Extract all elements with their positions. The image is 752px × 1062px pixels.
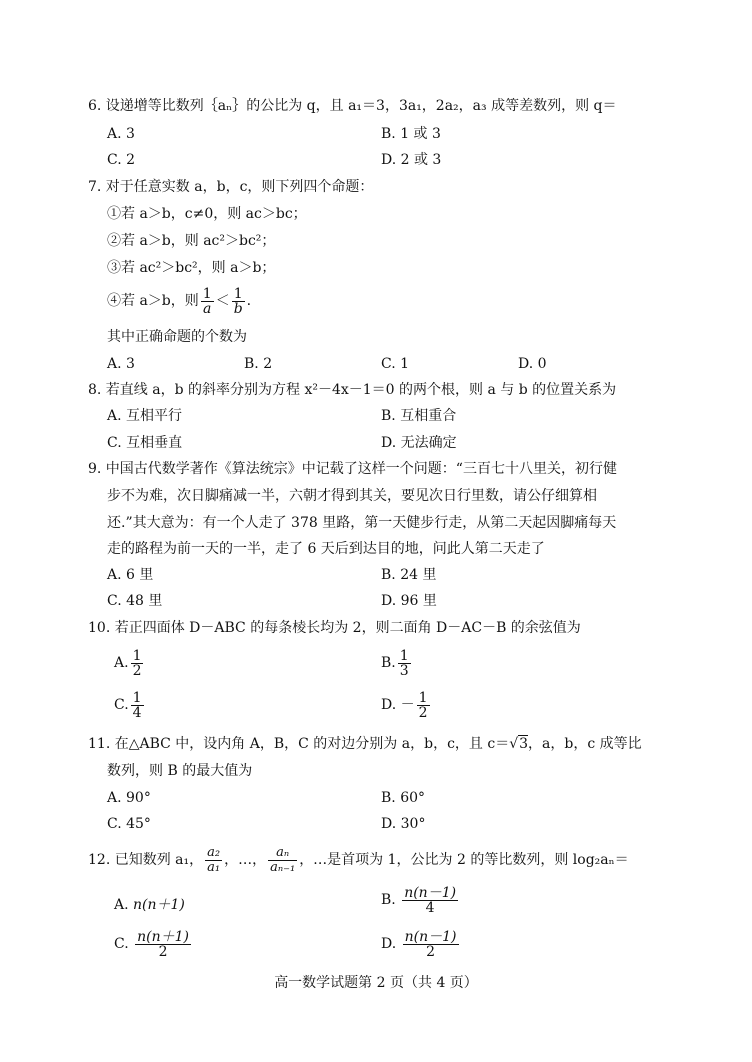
q7-fraction-1-over-b: $\frac{1}{b}$ — [233, 285, 243, 317]
sqrt-symbol: √ — [509, 736, 519, 752]
q9-option-d: D. 96 里 — [381, 593, 437, 609]
q12-fraction-a2-over-a1: $\frac{\text{a₂}}{\text{a₁}}$ — [207, 844, 221, 875]
q9-option-c: C. 48 里 — [107, 593, 163, 609]
q10-option-a-fraction: $\frac{1}{2}$ — [132, 647, 142, 679]
q6-option-c: C. 2 — [107, 152, 136, 168]
q7-fraction-1-over-a: $\frac{1}{a}$ — [202, 285, 212, 317]
q12-option-d: D. $\frac{n(n-1)}{2}$ — [381, 928, 457, 960]
q10-option-a: A. $\frac{1}{2}$ — [114, 647, 142, 679]
q7-option-d: D. 0 — [518, 356, 547, 372]
q7-stem: 7. 对于任意实数 a，b，c，则下列四个命题： — [88, 179, 374, 195]
q11-option-d: D. 30° — [381, 816, 426, 832]
q11-line-2: 数列，则 B 的最大值为 — [107, 763, 253, 779]
q10-stem: 10. 若正四面体 D－ABC 的每条棱长均为 2，则二面角 D－AC－B 的余弦值为 — [88, 620, 581, 636]
q6-option-d: D. 2 或 3 — [381, 152, 442, 168]
q7-proposition-2: ②若 a＞b，则 ac²＞bc²； — [107, 233, 276, 249]
q9-line-4: 走的路程为前一天的一半，走了 6 天后到达目的地，问此人第二天走了 — [107, 541, 545, 557]
q12-option-a: A. n(n＋1) — [114, 897, 185, 913]
q11-option-c: C. 45° — [107, 816, 151, 832]
q11-line-1: 11. 在△ABC 中，设内角 A，B，C 的对边分别为 a，b，c，且 c＝√3，a，b，c 成等比 — [88, 736, 642, 752]
q6-option-b: B. 1 或 3 — [381, 126, 441, 142]
q9-line-2: 步不为难，次日脚痛减一半，六朝才得到其关，要见次日行里数，请公仔细算相 — [107, 488, 597, 504]
q12-option-d-fraction: $\frac{n(n-1)}{2}$ — [404, 928, 457, 960]
q10-option-d: D. － $\frac{1}{2}$ — [381, 689, 428, 721]
q6-stem: 6. 设递增等比数列｛aₙ｝的公比为 q，且 a₁＝3，3a₁，2a₂，a₃ 成等差数列，则 q＝ — [88, 98, 617, 114]
q7-option-a: A. 3 — [107, 356, 135, 372]
q10-option-b-fraction: $\frac{1}{3}$ — [399, 647, 409, 679]
q8-stem: 8. 若直线 a，b 的斜率分别为方程 x²－4x－1＝0 的两个根，则 a 与 b 的位置关系为 — [88, 382, 617, 398]
q11-sqrt-value: 3 — [519, 736, 529, 752]
q10-option-d-fraction: $\frac{1}{2}$ — [418, 689, 428, 721]
q11-option-a: A. 90° — [107, 790, 151, 806]
q9-line-3: 还.”其大意为：有一个人走了 378 里路，第一天健步行走，从第二天起因脚痛每天 — [107, 515, 617, 531]
q12-fraction-an-over-an-1: $\frac{\text{aₙ}}{\text{aₙ₋₁}}$ — [270, 844, 296, 875]
q7-p4-prefix: ④若 a＞b，则 — [107, 293, 199, 309]
q7-option-c: C. 1 — [381, 356, 410, 372]
q12-option-c-fraction: $\frac{n(n+1)}{2}$ — [137, 928, 189, 960]
q7-tail: 其中正确命题的个数为 — [107, 329, 247, 345]
q7-less-than: ＜ — [215, 293, 230, 309]
page-footer: 高一数学试题第 2 页（共 4 页） — [274, 975, 478, 991]
q8-option-c: C. 互相垂直 — [107, 435, 183, 451]
q7-proposition-4 — [107, 286, 251, 316]
q8-option-d: D. 无法确定 — [381, 435, 457, 451]
q10-option-c-fraction: $\frac{1}{4}$ — [132, 689, 142, 721]
q8-option-a: A. 互相平行 — [107, 408, 183, 424]
q12-option-b: B. $\frac{n(n-1)}{4}$ — [381, 884, 457, 916]
q12-option-b-fraction: $\frac{n(n-1)}{4}$ — [404, 884, 457, 916]
q11-option-b: B. 60° — [381, 790, 426, 806]
q10-option-c: C. $\frac{1}{4}$ — [114, 689, 142, 721]
q10-option-b: B. $\frac{1}{3}$ — [381, 647, 409, 679]
q12-stem: 12. 已知数列 a₁， $\frac{\text{a₂}}{\text{a₁}}$ ，…， $\frac{\text{aₙ}}{\text{aₙ₋₁}}$ ，…是首项为 1，公比为 2 的等比数列，则 log₂aₙ＝ — [88, 844, 629, 875]
q9-option-a: A. 6 里 — [107, 567, 154, 583]
q9-line-1: 9. 中国古代数学著作《算法统宗》中记载了这样一个问题：“三百七十八里关，初行健 — [88, 461, 617, 477]
q12-option-c: C. $\frac{n(n+1)}{2}$ — [114, 928, 189, 960]
q7-p4-suffix: . — [246, 293, 252, 309]
q9-option-b: B. 24 里 — [381, 567, 437, 583]
q6-option-a: A. 3 — [107, 126, 135, 142]
q7-option-b: B. 2 — [244, 356, 273, 372]
q7-proposition-3: ③若 ac²＞bc²，则 a＞b； — [107, 260, 276, 276]
q7-proposition-1: ①若 a＞b，c≠0，则 ac＞bc； — [107, 206, 307, 222]
q8-option-b: B. 互相重合 — [381, 408, 457, 424]
